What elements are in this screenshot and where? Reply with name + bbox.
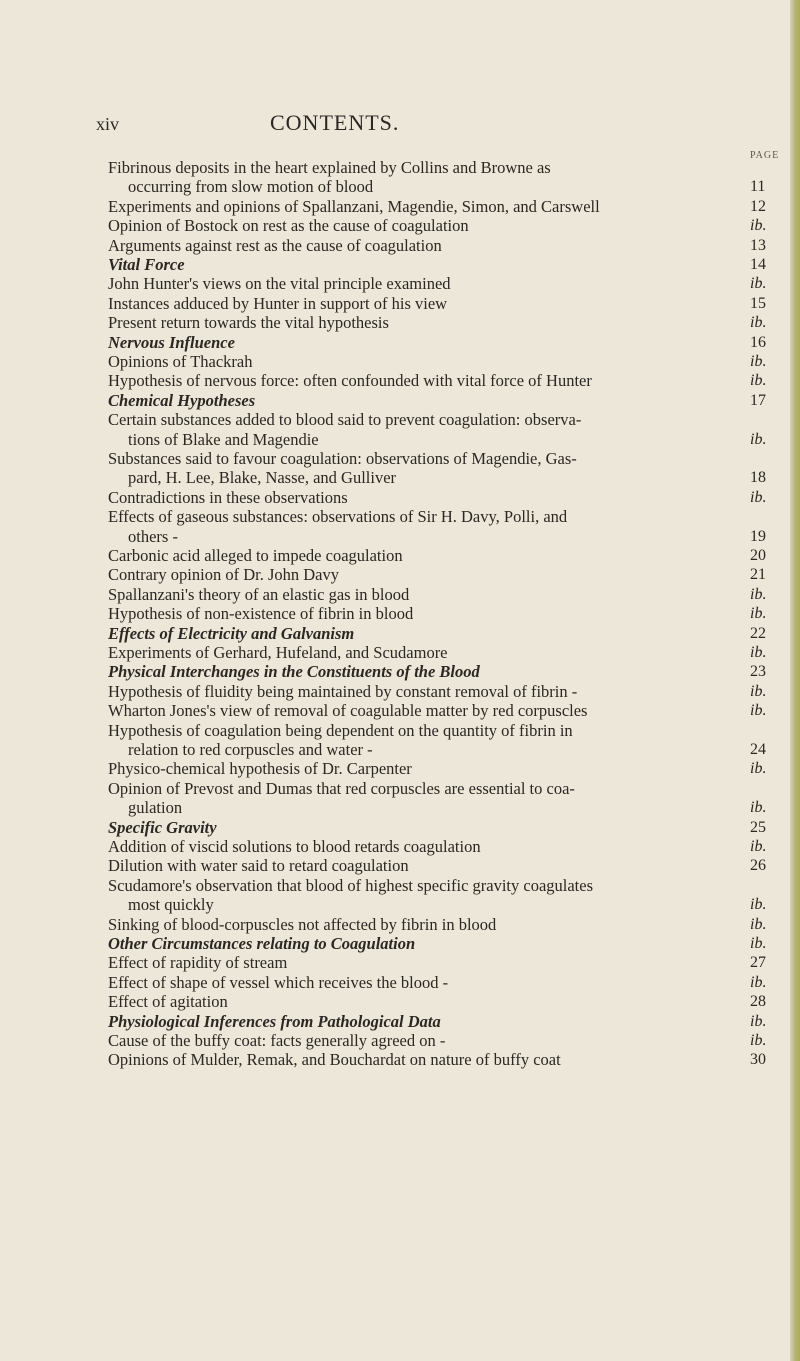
entry-text: Hypothesis of non-existence of fibrin in blood [108, 604, 414, 624]
entry-text: Hypothesis of nervous force: often confounded with vital force of Hunter [108, 371, 592, 391]
running-title: CONTENTS. [270, 110, 400, 135]
contents-entry-line [108, 992, 748, 1012]
contents-entry-line [108, 236, 748, 256]
entry-text: Scudamore's observation that blood of highest specific gravity coagulates [108, 875, 594, 895]
contents-entry-line [128, 430, 768, 450]
entry-page-number: ib. [750, 838, 767, 855]
contents-entry-line [108, 488, 748, 508]
entry-text: Opinion of Prevost and Dumas that red corpuscles are essential to coa- [108, 778, 575, 798]
entry-page-number: ib. [750, 372, 767, 390]
entry-text: Physical Interchanges in the Constituents of the Blood [108, 662, 480, 682]
contents-entry-line [128, 527, 768, 547]
entry-text: Contradictions in these observations [108, 487, 348, 507]
contents-entry-line [128, 798, 768, 818]
entry-text: Specific Gravity [108, 817, 217, 837]
entry-text: Instances adduced by Hunter in support of his view [108, 293, 448, 313]
contents-entry-line [108, 953, 748, 973]
contents-entry-line [108, 585, 748, 605]
contents-entry-line [108, 216, 748, 236]
contents-entry-line [108, 255, 748, 275]
entry-text: Hypothesis of coagulation being dependent on the quantity of fibrin in [108, 720, 573, 740]
contents-entry-line [108, 837, 748, 857]
contents-entry-line [108, 662, 748, 682]
entry-text: Present return towards the vital hypothesis [108, 313, 389, 333]
entry-text: Fibrinous deposits in the heart explained by Collins and Browne as [108, 158, 551, 177]
entry-text: Dilution with water said to retard coagulation [108, 856, 409, 876]
contents-entry-line [108, 274, 748, 294]
entry-page-number: 12 [750, 197, 766, 215]
entry-text: Opinions of Mulder, Remak, and Bouchardat on nature of buffy coat [108, 1050, 561, 1070]
entry-text: others - [128, 526, 178, 546]
entry-page-number: ib. [750, 353, 767, 370]
entry-page-number: 28 [750, 993, 766, 1011]
entry-page-number: ib. [750, 1032, 767, 1049]
entry-text: Effect of agitation [108, 992, 228, 1012]
entry-text: Addition of viscid solutions to blood retards coagulation [108, 837, 481, 856]
entry-text: Opinion of Bostock on rest as the cause of coagulation [108, 216, 469, 236]
entry-text: Cause of the buffy coat: facts generally agreed on - [108, 1031, 446, 1050]
entry-text: Other Circumstances relating to Coagulation [108, 934, 416, 953]
entry-page-number: 20 [750, 547, 766, 564]
entry-text: Nervous Influence [108, 332, 235, 352]
entry-page-number: 18 [750, 469, 766, 487]
entry-text: relation to red corpuscles and water - [128, 740, 373, 759]
contents-entry-line [108, 876, 748, 896]
entry-text: most quickly [128, 895, 214, 915]
contents-entry-line [128, 895, 768, 915]
entry-page-number: ib. [750, 896, 767, 914]
entry-page-number: ib. [750, 430, 767, 448]
contents-entry-line [108, 779, 748, 799]
contents-entry-line [108, 624, 748, 644]
entry-page-number: 14 [750, 256, 766, 273]
entry-text: Effect of shape of vessel which receives the blood - [108, 972, 449, 992]
entry-page-number: ib. [750, 799, 767, 817]
entry-page-number: 19 [750, 527, 766, 545]
contents-entry-line [108, 410, 748, 430]
entry-page-number: 17 [750, 391, 766, 409]
entry-text: Contrary opinion of Dr. John Davy [108, 565, 339, 585]
contents-entry-line [128, 177, 768, 197]
entry-text: John Hunter's views on the vital principle examined [108, 274, 451, 294]
contents-entry-line [108, 818, 748, 838]
entry-page-number: ib. [750, 314, 767, 332]
entry-text: Arguments against rest as the cause of coagulation [108, 235, 442, 255]
entry-text: Hypothesis of fluidity being maintained by constant removal of fibrin - [108, 681, 578, 701]
entry-page-number: 22 [750, 624, 766, 642]
contents-entry-line [108, 934, 748, 954]
entry-text: Spallanzani's theory of an elastic gas in blood [108, 584, 410, 604]
entry-page-number: 13 [750, 236, 766, 254]
entry-text: Experiments of Gerhard, Hufeland, and Scudamore [108, 643, 448, 662]
contents-entry-line [108, 915, 748, 935]
entry-text: Certain substances added to blood said to prevent coagulation: observa- [108, 410, 582, 430]
entry-text: Effects of gaseous substances: observations of Sir H. Davy, Polli, and [108, 507, 568, 527]
contents-entry-line [108, 507, 748, 527]
contents-entry-line [108, 352, 748, 372]
entry-page-number: ib. [750, 217, 767, 235]
entry-page-number: ib. [750, 702, 767, 720]
entry-page-number: 24 [750, 741, 766, 758]
entry-page-number: ib. [750, 585, 767, 603]
entry-page-number: 30 [750, 1051, 766, 1069]
contents-entry-line [108, 565, 748, 585]
contents-entry-line [108, 682, 748, 702]
entry-page-number: 21 [750, 566, 766, 584]
entry-text: occurring from slow motion of blood [128, 177, 374, 197]
contents-entry-line [108, 546, 748, 566]
contents-entry-line [128, 740, 768, 760]
contents-entry-line [108, 759, 748, 779]
contents-entry-line [108, 333, 748, 353]
entry-page-number: ib. [750, 973, 767, 991]
entry-page-number: ib. [750, 1012, 767, 1030]
entry-text: Chemical Hypotheses [108, 390, 256, 410]
contents-entry-line [128, 468, 768, 488]
contents-entry-line [108, 643, 748, 663]
contents-entry-line [108, 391, 748, 411]
contents-entry-line [108, 1031, 748, 1051]
entry-page-number: ib. [750, 488, 767, 506]
entry-page-number: ib. [750, 915, 767, 933]
contents-entry-line [108, 973, 748, 993]
contents-entry-line [108, 856, 748, 876]
entry-text: Effect of rapidity of stream [108, 953, 288, 973]
entry-page-number: ib. [750, 644, 767, 661]
entry-page-number: 15 [750, 294, 766, 312]
entry-text: Sinking of blood-corpuscles not affected by fibrin in blood [108, 914, 497, 934]
entry-page-number: 23 [750, 663, 766, 681]
page-column-label: PAGE [750, 150, 780, 161]
entry-page-number: 11 [750, 178, 766, 196]
book-spine-edge [790, 0, 800, 1361]
contents-entry-line [108, 701, 748, 721]
entry-text: Opinions of Thackrah [108, 352, 253, 371]
contents-entry-line [108, 721, 748, 741]
contents-entry-line [108, 294, 748, 314]
entry-page-number: ib. [750, 275, 767, 293]
page-number: xiv [96, 114, 120, 134]
entry-text: tions of Blake and Magendie [128, 429, 319, 449]
entry-page-number: 25 [750, 818, 766, 836]
contents-entry-line [108, 313, 748, 333]
contents-entry-line [108, 371, 748, 391]
entry-text: Physico-chemical hypothesis of Dr. Carpenter [108, 759, 412, 779]
contents-entry-line [108, 1012, 748, 1032]
contents-entry-line [108, 197, 748, 217]
entry-text: Wharton Jones's view of removal of coagulable matter by red corpuscles [108, 701, 588, 721]
entry-page-number: 27 [750, 954, 766, 972]
entry-text: Vital Force [108, 255, 185, 274]
entry-text: Carbonic acid alleged to impede coagulation [108, 546, 403, 565]
entry-text: Substances said to favour coagulation: observations of Magendie, Gas- [108, 449, 577, 468]
entry-page-number: ib. [750, 935, 767, 952]
entry-page-number: 26 [750, 857, 766, 875]
entry-text: Experiments and opinions of Spallanzani, Magendie, Simon, and Carswell [108, 196, 600, 216]
contents-entry-line [108, 604, 748, 624]
entry-page-number: ib. [750, 760, 767, 778]
entry-page-number: ib. [750, 605, 767, 623]
entry-text: gulation [128, 798, 183, 818]
contents-entry-line [108, 449, 748, 469]
contents-entry-line [108, 158, 748, 178]
entry-text: Effects of Electricity and Galvanism [108, 623, 355, 643]
entry-page-number: 16 [750, 333, 766, 351]
entry-text: pard, H. Lee, Blake, Nasse, and Gulliver [128, 468, 397, 488]
entry-page-number: ib. [750, 682, 767, 700]
contents-entry-line [108, 1050, 748, 1070]
entry-text: Physiological Inferences from Pathological Data [108, 1011, 441, 1031]
